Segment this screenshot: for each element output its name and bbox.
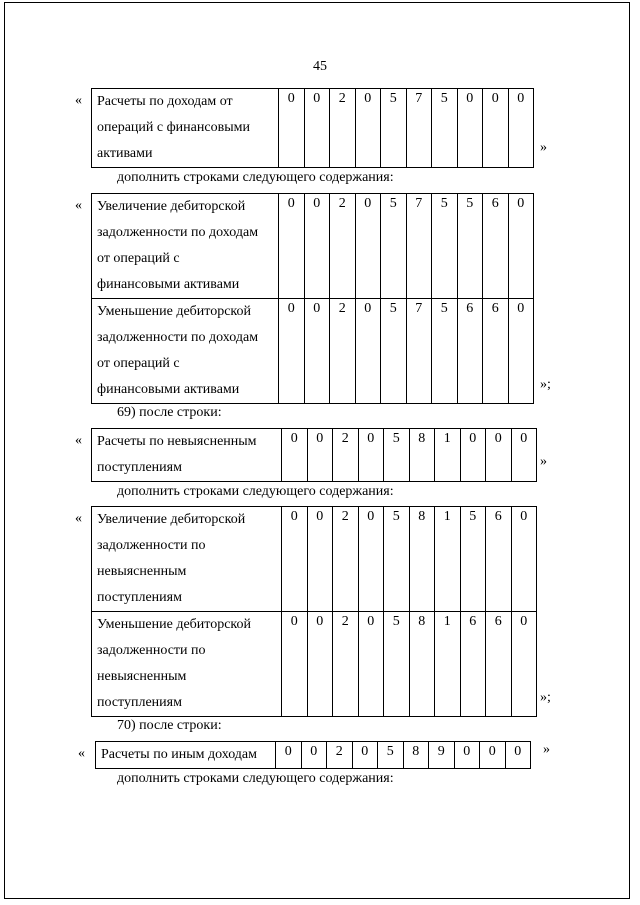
code-digit: 6 xyxy=(486,507,512,612)
code-table xyxy=(91,506,537,717)
open-quote: « xyxy=(75,93,82,108)
code-digit: 0 xyxy=(508,89,534,168)
code-digit: 0 xyxy=(483,89,509,168)
paragraph-text: 69) после строки: xyxy=(117,405,222,420)
paragraph-text: дополнить строками следующего содержания: xyxy=(117,170,394,185)
table-row xyxy=(96,742,531,769)
account-label-line: невыясненным xyxy=(97,669,187,684)
code-digit: 0 xyxy=(454,742,480,769)
account-label-line: поступлениям xyxy=(97,695,182,710)
code-digit: 5 xyxy=(432,299,458,404)
code-digit: 5 xyxy=(432,194,458,299)
open-quote: « xyxy=(75,198,82,213)
code-digit: 8 xyxy=(409,612,435,717)
account-label-line: Расчеты по иным доходам xyxy=(101,747,257,762)
code-digit: 0 xyxy=(304,194,330,299)
account-label xyxy=(92,89,279,168)
code-digit: 8 xyxy=(409,429,435,482)
code-digit: 2 xyxy=(333,429,359,482)
code-digit: 0 xyxy=(358,612,384,717)
account-label-line: финансовыми активами xyxy=(97,277,240,292)
code-digit: 0 xyxy=(352,742,378,769)
code-digit: 8 xyxy=(403,742,429,769)
table-row xyxy=(92,429,537,482)
code-digit: 0 xyxy=(307,507,333,612)
code-digit: 1 xyxy=(435,429,461,482)
code-digit: 2 xyxy=(330,194,356,299)
table-row xyxy=(92,299,534,404)
code-digit: 5 xyxy=(381,194,407,299)
code-digit: 5 xyxy=(460,507,486,612)
account-label-line: задолженности по xyxy=(97,538,206,553)
code-digit: 0 xyxy=(279,299,305,404)
code-digit: 0 xyxy=(304,299,330,404)
code-digit: 0 xyxy=(355,194,381,299)
open-quote: « xyxy=(75,511,82,526)
code-digit: 6 xyxy=(483,299,509,404)
code-digit: 7 xyxy=(406,194,432,299)
account-label xyxy=(92,299,279,404)
code-digit: 5 xyxy=(381,89,407,168)
account-label-line: задолженности по доходам xyxy=(97,225,259,240)
code-digit: 0 xyxy=(282,507,308,612)
code-digit: 0 xyxy=(301,742,327,769)
paragraph-text: дополнить строками следующего содержания: xyxy=(117,771,394,786)
code-table xyxy=(95,741,531,769)
table-row xyxy=(92,89,534,168)
code-digit: 0 xyxy=(508,194,534,299)
code-digit: 7 xyxy=(406,299,432,404)
code-digit: 0 xyxy=(457,89,483,168)
table-row xyxy=(92,507,537,612)
code-digit: 9 xyxy=(429,742,455,769)
account-label-line: Уменьшение дебиторской xyxy=(97,304,252,319)
account-label-line: от операций с xyxy=(97,251,180,266)
code-table xyxy=(91,428,537,482)
code-digit: 0 xyxy=(355,89,381,168)
code-digit: 0 xyxy=(508,299,534,404)
page-number: 45 xyxy=(313,59,327,74)
code-digit: 5 xyxy=(384,429,410,482)
code-digit: 0 xyxy=(307,612,333,717)
account-label-line: операций с финансовыми xyxy=(97,120,250,135)
code-digit: 0 xyxy=(511,507,537,612)
code-digit: 8 xyxy=(409,507,435,612)
paragraph-text: 70) после строки: xyxy=(117,718,222,733)
account-label-line: поступлениям xyxy=(97,590,182,605)
code-digit: 0 xyxy=(505,742,531,769)
code-digit: 5 xyxy=(457,194,483,299)
paragraph-text: дополнить строками следующего содержания: xyxy=(117,484,394,499)
code-digit: 0 xyxy=(279,89,305,168)
account-label-line: Увеличение дебиторской xyxy=(97,512,246,527)
account-label-line: задолженности по доходам xyxy=(97,330,259,345)
code-digit: 0 xyxy=(358,429,384,482)
close-quote: » xyxy=(540,140,547,155)
code-digit: 5 xyxy=(432,89,458,168)
code-digit: 0 xyxy=(358,507,384,612)
account-label xyxy=(92,507,282,612)
code-digit: 6 xyxy=(483,194,509,299)
code-table xyxy=(91,88,534,168)
account-label-line: от операций с xyxy=(97,356,180,371)
code-digit: 0 xyxy=(279,194,305,299)
close-quote: »; xyxy=(540,690,551,705)
code-digit: 0 xyxy=(304,89,330,168)
account-label xyxy=(92,612,282,717)
code-digit: 6 xyxy=(457,299,483,404)
code-digit: 1 xyxy=(435,507,461,612)
account-label-line: задолженности по xyxy=(97,643,206,658)
code-digit: 2 xyxy=(327,742,353,769)
code-digit: 7 xyxy=(406,89,432,168)
account-label-line: активами xyxy=(97,146,153,161)
account-label-line: Уменьшение дебиторской xyxy=(97,617,252,632)
account-label-line: поступлениям xyxy=(97,460,182,475)
open-quote: « xyxy=(75,433,82,448)
account-label xyxy=(96,742,276,769)
close-quote: » xyxy=(543,742,550,757)
code-digit: 0 xyxy=(511,612,537,717)
code-digit: 0 xyxy=(355,299,381,404)
code-digit: 5 xyxy=(384,612,410,717)
close-quote: » xyxy=(540,454,547,469)
account-label-line: финансовыми активами xyxy=(97,382,240,397)
code-digit: 2 xyxy=(330,89,356,168)
account-label xyxy=(92,194,279,299)
code-digit: 1 xyxy=(435,612,461,717)
code-digit: 0 xyxy=(276,742,302,769)
code-digit: 2 xyxy=(333,507,359,612)
account-label-line: Увеличение дебиторской xyxy=(97,199,246,214)
code-digit: 0 xyxy=(480,742,506,769)
account-label-line: Расчеты по невыясненным xyxy=(97,434,257,449)
code-digit: 0 xyxy=(307,429,333,482)
code-digit: 0 xyxy=(460,429,486,482)
code-digit: 0 xyxy=(511,429,537,482)
account-label-line: Расчеты по доходам от xyxy=(97,94,233,109)
code-table xyxy=(91,193,534,404)
code-digit: 0 xyxy=(282,612,308,717)
code-digit: 0 xyxy=(486,429,512,482)
open-quote: « xyxy=(78,746,85,761)
code-digit: 6 xyxy=(460,612,486,717)
close-quote: »; xyxy=(540,377,551,392)
code-digit: 5 xyxy=(378,742,404,769)
table-row xyxy=(92,194,534,299)
code-digit: 6 xyxy=(486,612,512,717)
code-digit: 5 xyxy=(381,299,407,404)
account-label-line: невыясненным xyxy=(97,564,187,579)
code-digit: 0 xyxy=(282,429,308,482)
code-digit: 2 xyxy=(333,612,359,717)
code-digit: 2 xyxy=(330,299,356,404)
table-row xyxy=(92,612,537,717)
code-digit: 5 xyxy=(384,507,410,612)
account-label xyxy=(92,429,282,482)
